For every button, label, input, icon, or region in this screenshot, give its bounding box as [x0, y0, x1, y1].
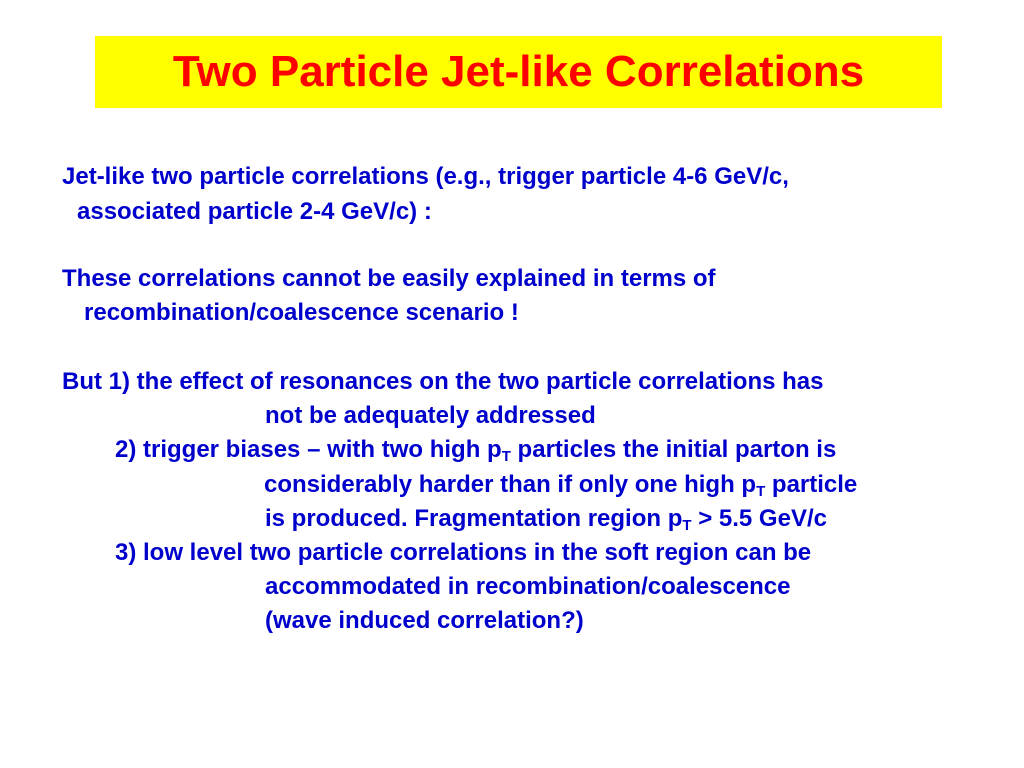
point2-line2-text-a: considerably harder than if only one high p — [264, 471, 757, 498]
point2-line2 — [264, 470, 857, 500]
point2-line3 — [265, 504, 827, 534]
paragraph1-line2: associated particle 2-4 GeV/c) : — [77, 198, 432, 225]
point2-line3-text-b: > 5.5 GeV/c — [691, 505, 827, 532]
point2-line3-text-a: is produced. Fragmentation region p — [265, 505, 683, 532]
paragraph2-line1: These correlations cannot be easily explained in terms of — [62, 265, 716, 292]
paragraph1-line1: Jet-like two particle correlations (e.g., trigger particle 4-6 GeV/c, — [62, 163, 789, 190]
point3-line1: 3) low level two particle correlations in the soft region can be — [115, 539, 812, 566]
slide-title: Two Particle Jet-like Correlations — [172, 47, 865, 96]
point2-line2-text-b: particle — [765, 471, 858, 498]
subscript-t: T — [682, 517, 692, 534]
point2-line1 — [115, 435, 836, 465]
subscript-t: T — [501, 448, 511, 465]
point1-line2: not be adequately addressed — [265, 402, 596, 429]
subscript-t: T — [756, 483, 766, 500]
point2-line1-text-a: 2) trigger biases – with two high p — [115, 436, 502, 463]
title-box — [95, 36, 942, 108]
paragraph2-line2: recombination/coalescence scenario ! — [84, 299, 519, 326]
point2-line1-text-b: particles the initial parton is — [510, 436, 837, 463]
point3-line2: accommodated in recombination/coalescence — [265, 573, 791, 600]
point3-line3: (wave induced correlation?) — [265, 607, 584, 634]
point1-line1: But 1) the effect of resonances on the two particle correlations has — [62, 368, 824, 395]
